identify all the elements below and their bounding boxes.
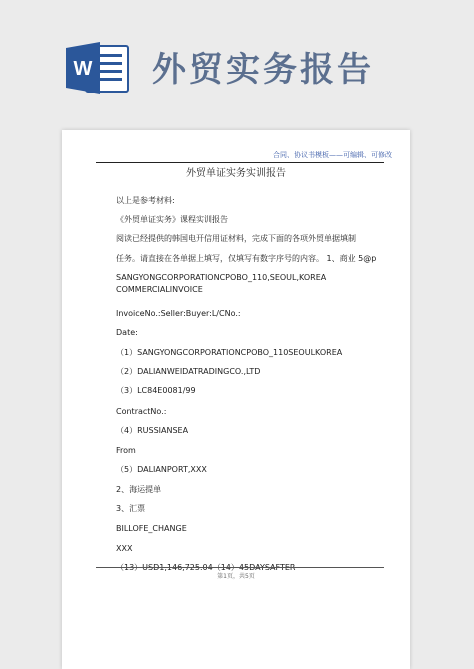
body-line: ContractNo.: — [116, 407, 167, 416]
top-note: 合同、协议书模板——可编辑、可修改 — [273, 151, 392, 159]
body-line: XXX — [116, 544, 133, 553]
document-heading: 外贸实务报告 — [152, 50, 374, 90]
body-line: （2）DALIANWEIDATRADINGCO.,LTD — [116, 367, 261, 376]
body-line: 2、海运提单 — [116, 485, 162, 494]
body-line: Date: — [116, 328, 138, 337]
header-rule — [96, 162, 384, 163]
page-title: 外贸单证实务实训报告 — [186, 168, 286, 179]
body-line: SANGYONGCORPORATIONCPOBO_110,SEOUL,KOREA — [116, 273, 327, 282]
body-line: InvoiceNo.:Seller:Buyer:L/CNo.: — [116, 309, 241, 318]
svg-text:W: W — [73, 58, 93, 80]
body-line: 任务。请直接在各单据上填写，仅填写有数字序号的内容。 1、商业 5@p — [116, 254, 377, 263]
body-line: COMMERCIALINVOICE — [116, 285, 203, 294]
body-line: （3）LC84E0081/99 — [116, 386, 196, 395]
body-line: From — [116, 446, 136, 455]
body-line: （5）DALIANPORT,XXX — [116, 465, 207, 474]
footer-rule — [96, 567, 384, 568]
page-footer: 第1页，共5页 — [217, 573, 255, 580]
header-bar — [0, 0, 474, 112]
document-page — [62, 130, 410, 669]
word-document-icon — [64, 40, 132, 96]
body-line: （1）SANGYONGCORPORATIONCPOBO_110SEOULKOREA — [116, 348, 343, 357]
body-line: 3、汇票 — [116, 504, 146, 513]
body-line: BILLOFE_CHANGE — [116, 524, 187, 533]
body-line: （4）RUSSIANSEA — [116, 426, 189, 435]
body-line: 阅读已经提供的韩国电开信用证材料，完成下面的各项外贸单据填制 — [116, 234, 356, 243]
body-line: 以上是参考材料: — [116, 196, 175, 205]
body-line: 《外贸单证实务》课程实训报告 — [116, 215, 228, 224]
